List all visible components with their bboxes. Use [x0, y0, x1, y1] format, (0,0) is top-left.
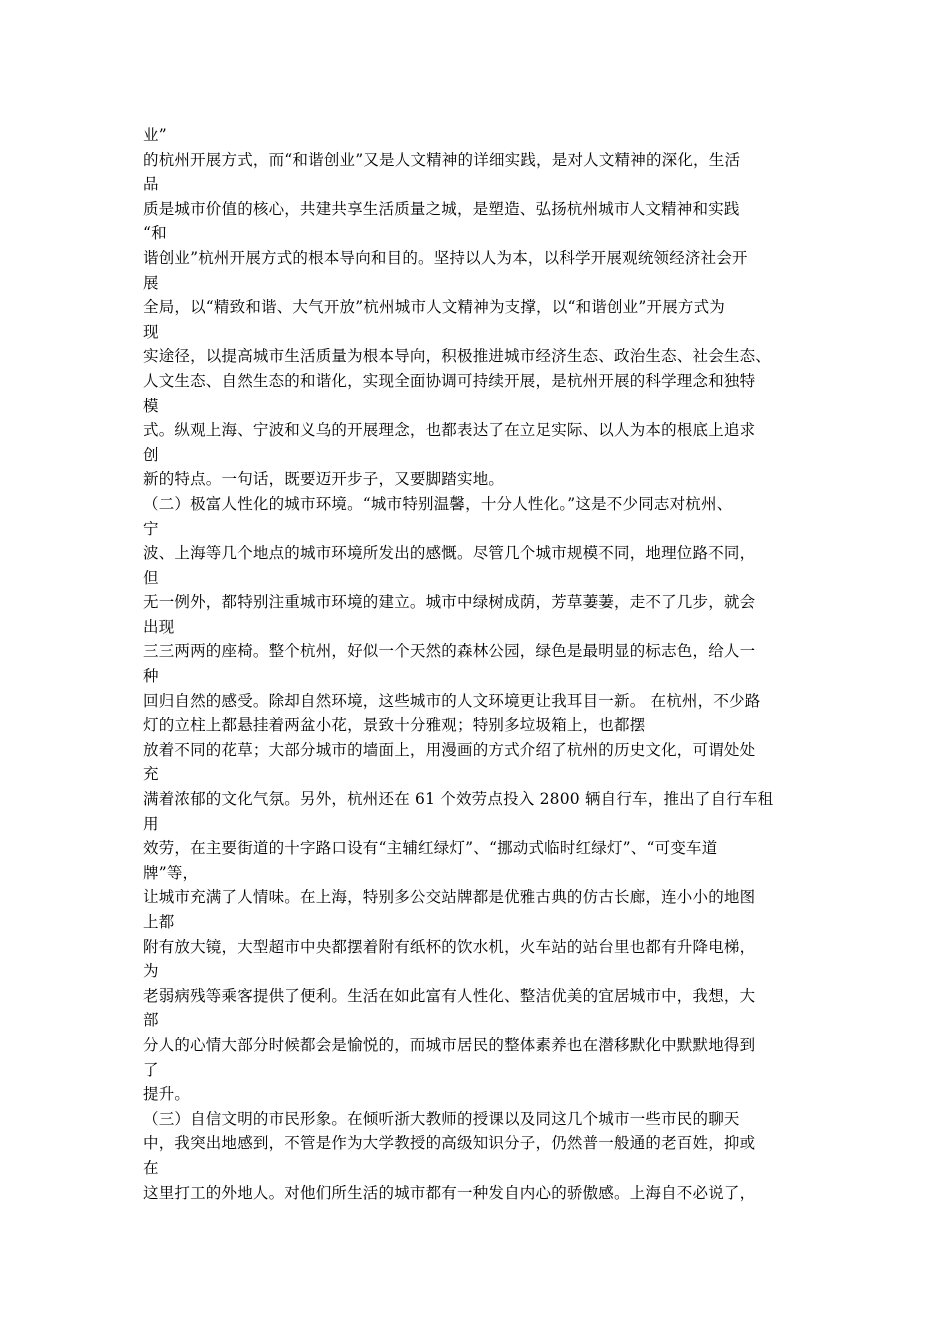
text-line: 牌”等，: [143, 863, 199, 882]
text-line: 谐创业”杭州开展方式的根本导向和目的。坚持以人为本，以科学开展观统领经济社会开: [143, 248, 748, 267]
text-line: 人文生态、自然生态的和谐化，实现全面协调可持续开展，是杭州开展的科学理念和独特: [143, 371, 756, 390]
text-line: 模: [143, 396, 159, 415]
text-line: 但: [143, 568, 159, 587]
text-line: 充: [143, 765, 159, 784]
text-line: 在: [143, 1158, 159, 1177]
text-line: 全局，以“精致和谐、大气开放”杭州城市人文精神为支撑，以“和谐创业”开展方式为: [143, 298, 725, 317]
text-line: （三）自信文明的市民形象。在倾听浙大教师的授课以及同这几个城市一些市民的聊天: [143, 1109, 740, 1128]
text-line: 放着不同的花草；大部分城市的墙面上，用漫画的方式介绍了杭州的历史文化，可谓处处: [143, 740, 756, 759]
text-line: 实途径，以提高城市生活质量为根本导向，积极推进城市经济生态、政治生态、社会生态、: [143, 347, 772, 366]
text-line: 这里打工的外地人。对他们所生活的城市都有一种发自内心的骄傲感。上海自不必说了，: [143, 1183, 756, 1202]
text-line: “和: [143, 224, 167, 243]
text-line: 的杭州开展方式，而“和谐创业”又是人文精神的详细实践，是对人文精神的深化，生活: [143, 150, 741, 169]
text-line: 为: [143, 962, 159, 981]
text-line: 式。纵观上海、宁波和义乌的开展理念，也都表达了在立足实际、以人为本的根底上追求: [143, 421, 756, 440]
text-line: 展: [143, 273, 159, 292]
text-line: 新的特点。一句话，既要迈开步子，又要脚踏实地。: [143, 470, 505, 489]
text-line: 业”: [143, 126, 167, 144]
text-line: 波、上海等几个地点的城市环境所发出的感慨。尽管几个城市规模不同，地理位路不同，: [143, 544, 756, 563]
text-line: 提升。: [143, 1085, 191, 1104]
text-line: 满着浓郁的文化气氛。另外，杭州还在 61 个效劳点投入 2800 辆自行车，推出了自行车租: [143, 790, 774, 809]
text-line: 种: [143, 667, 159, 686]
text-line: 分人的心情大部分时候都会是愉悦的，而城市居民的整体素养也在潜移默化中默默地得到: [143, 1035, 756, 1054]
text-line: 无一例外，都特别注重城市环境的建立。城市中绿树成荫，芳草萋萋，走不了几步，就会: [143, 593, 756, 612]
text-line: 质是城市价值的核心，共建共享生活质量之城，是塑造、弘扬杭州城市人文精神和实践: [143, 199, 740, 218]
text-line: 中，我突出地感到，不管是作为大学教授的高级知识分子，仍然普一般通的老百姓，抑或: [143, 1134, 756, 1153]
text-line: 用: [143, 814, 159, 833]
text-line: 出现: [143, 617, 175, 636]
document-body: [143, 123, 823, 1205]
text-line: （二）极富人性化的城市环境。“城市特别温馨，十分人性化。”这是不少同志对杭州、: [143, 494, 733, 513]
text-line: 品: [143, 175, 159, 194]
text-line: 宁: [143, 519, 159, 538]
text-line: 现: [143, 322, 159, 341]
text-line: 灯的立柱上都悬挂着两盆小花，景致十分雅观；特别多垃圾箱上，也都摆: [143, 716, 646, 735]
text-line: 了: [143, 1060, 159, 1079]
text-line: 效劳，在主要街道的十字路口设有“主辅红绿灯”、“挪动式临时红绿灯”、“可变车道: [143, 839, 718, 858]
text-line: 附有放大镜，大型超市中央都摆着附有纸杯的饮水机，火车站的站台里也都有升降电梯，: [143, 937, 756, 956]
text-line: 老弱病残等乘客提供了便利。生活在如此富有人性化、整洁优美的宜居城市中，我想，大: [143, 986, 756, 1005]
text-line: 上都: [143, 913, 175, 931]
text-line: 让城市充满了人情味。在上海，特别多公交站牌都是优雅古典的仿古长廊，连小小的地图: [143, 888, 756, 907]
text-line: 三三两两的座椅。整个杭州，好似一个天然的森林公园，绿色是最明显的标志色，给人一: [143, 642, 756, 661]
text-line: 创: [143, 445, 159, 464]
text-line: 部: [143, 1011, 159, 1030]
text-line: 回归自然的感受。除却自然环境，这些城市的人文环境更让我耳目一新。 在杭州，不少路: [143, 691, 761, 710]
